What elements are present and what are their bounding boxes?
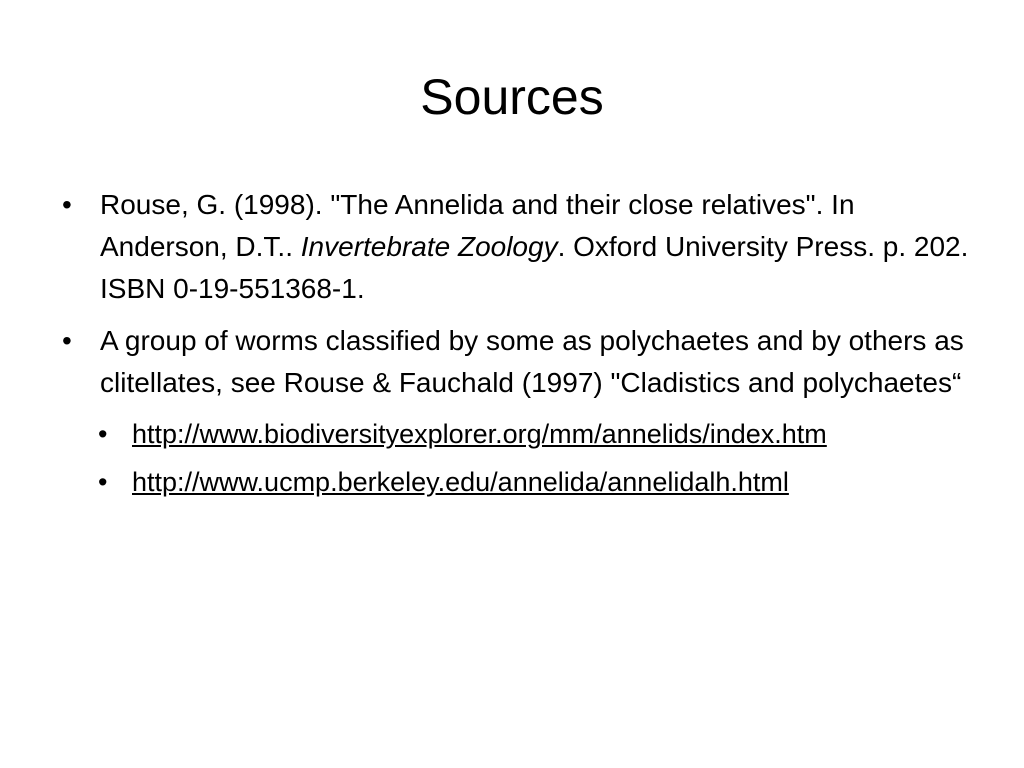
- ucmp-berkeley-link[interactable]: http://www.ucmp.berkeley.edu/annelida/annelidalh.html: [132, 467, 789, 497]
- list-item: [96, 414, 970, 454]
- description-text: A group of worms classified by some as polychaetes and by others as clitellates, see Rouse & Fauchald (1997) "Cladistics and polychaetes“: [100, 325, 964, 398]
- citation-text-end: . Oxford University Press. p. 202. ISBN 0-19-551368-1.: [100, 231, 969, 304]
- bullet-icon: •: [62, 189, 72, 220]
- list-item: [60, 320, 970, 404]
- slide-title: Sources: [420, 69, 604, 125]
- biodiversityexplorer-link[interactable]: http://www.biodiversityexplorer.org/mm/annelids/index.htm: [132, 419, 827, 449]
- bullet-icon: •: [98, 419, 108, 449]
- bullet-icon: •: [98, 467, 108, 497]
- list-item: [60, 184, 970, 310]
- slide-content: [60, 184, 970, 510]
- citation-book-title: Invertebrate Zoology: [300, 231, 558, 262]
- list-item: [96, 462, 970, 502]
- bullet-icon: •: [62, 325, 72, 356]
- citation-text-start: Rouse, G. (1998). "The Annelida and their close relatives". In Anderson, D.T..: [100, 189, 855, 262]
